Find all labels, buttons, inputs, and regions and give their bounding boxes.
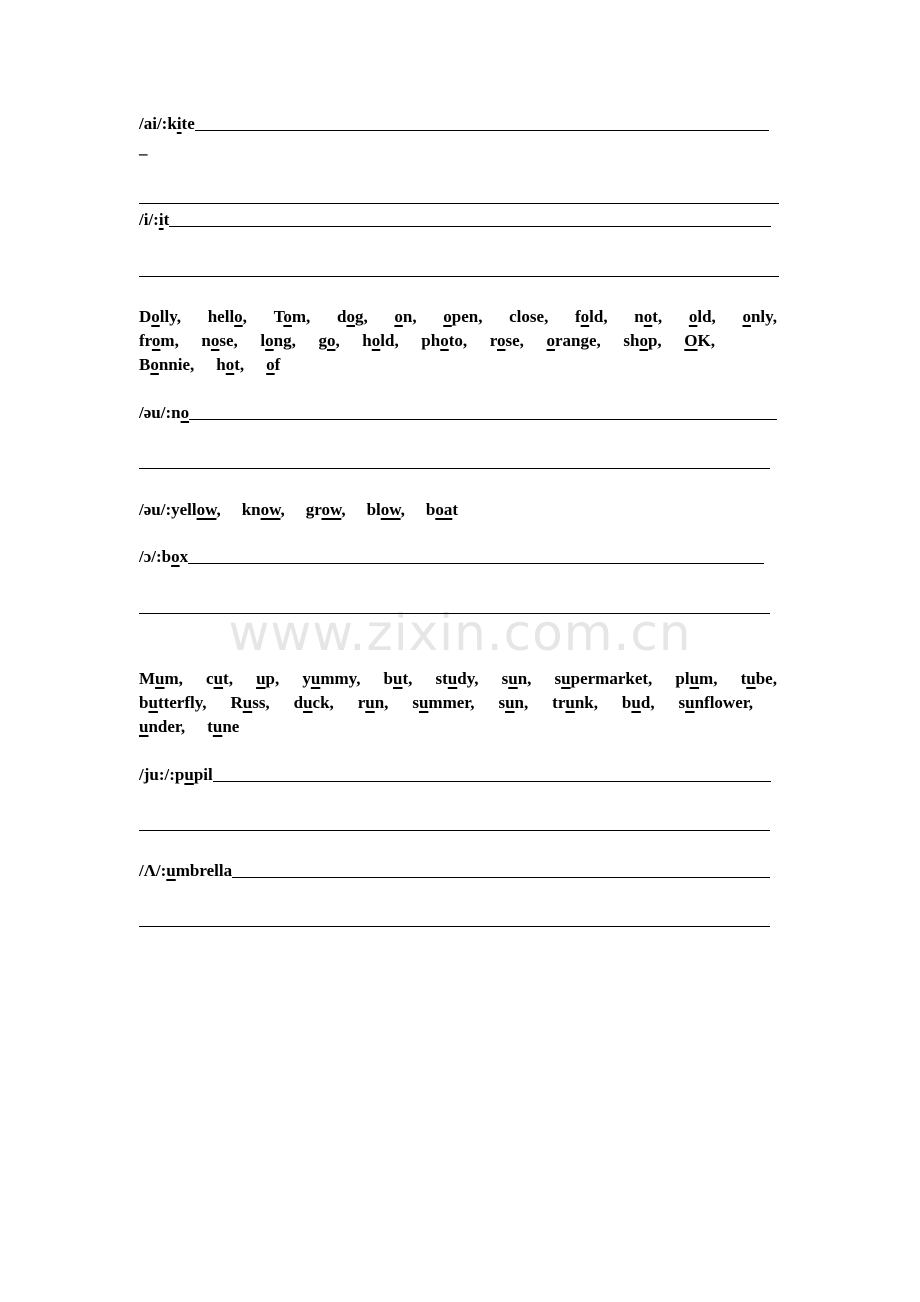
word: butterfly, [139,693,207,712]
word: yellow, [171,500,221,519]
word: blow, [366,500,405,519]
word: only, [742,307,777,326]
word: up, [256,669,280,688]
word: summer, [412,693,475,712]
word: bud, [621,693,655,712]
word: of [266,355,281,374]
answer-line[interactable] [139,926,770,927]
word: hot, [216,355,245,374]
word-list-o-line-1 [139,306,777,328]
phonetic-label: /əu/:no [139,403,190,422]
word: boat [425,500,458,519]
word: cut, [206,669,233,688]
word: plum, [675,669,718,688]
phonetic-line-ai [139,113,769,135]
word: orange, [546,331,601,350]
phonetic-label: /ɔ/:box [139,547,189,566]
word: hold, [362,331,399,350]
word: photo, [421,331,468,350]
word: duck, [293,693,334,712]
answer-line[interactable] [139,830,770,831]
word-list-u-line-2 [139,692,753,714]
phonetic-label: /Λ/:umbrella [139,861,233,880]
phonetic-label: /əu/: [139,500,172,519]
word-list-ou [171,500,458,519]
word: but, [383,669,413,688]
phonetic-line-ou [139,402,777,424]
word: hello, [207,307,247,326]
word: study, [435,669,479,688]
word: close, [509,307,549,326]
word: not, [634,307,663,326]
answer-blank[interactable] [232,876,770,878]
word: on, [394,307,417,326]
phonetic-label: /ai/:kite [139,114,195,133]
phonetic-label: /i/:it [139,210,170,229]
answer-blank[interactable] [188,562,764,564]
answer-blank[interactable] [213,780,771,782]
word: shop, [623,331,662,350]
answer-line[interactable] [139,468,770,469]
word: run, [357,693,389,712]
word: tune [207,717,240,736]
phonetic-label: /ju:/:pupil [139,765,213,784]
word: long, [260,331,296,350]
word: under, [139,717,186,736]
word: rose, [489,331,524,350]
phonetic-line-ju [139,764,771,786]
answer-blank[interactable] [169,225,771,227]
word: old, [688,307,716,326]
word: nose, [201,331,238,350]
word: Russ, [230,693,270,712]
phonetic-line-i [139,209,771,231]
word: supermarket, [554,669,653,688]
watermark: www.zixin.com.cn [228,604,692,662]
word: Bonnie, [139,355,195,374]
word: Tom, [273,307,311,326]
answer-line[interactable] [139,203,779,204]
word: trunk, [552,693,599,712]
word: sun, [498,693,529,712]
word-list-u-line-3 [139,716,777,738]
word: dog, [336,307,368,326]
word-list-o-line-2 [139,330,715,352]
word: grow, [305,500,346,519]
word: sun, [501,669,532,688]
word: tube, [740,669,777,688]
answer-blank[interactable] [195,129,769,131]
continuation-mark: _ [139,138,148,157]
word: yummy, [302,669,361,688]
word: OK, [684,331,715,350]
word: fold, [575,307,608,326]
answer-line[interactable] [139,613,770,614]
word: go, [318,331,340,350]
word: know, [241,500,285,519]
word-list-o-line-3 [139,354,777,376]
phonetic-line-o-short [139,546,764,568]
phonetic-line-uh [139,860,770,882]
word: sunflower, [678,693,753,712]
word-list-u-line-1 [139,668,777,690]
word: open, [443,307,483,326]
word: from, [139,331,179,350]
phonetic-line-ou-words [139,499,458,521]
word: Dolly, [139,307,182,326]
word: Mum, [139,669,183,688]
answer-blank[interactable] [189,418,777,420]
answer-line[interactable] [139,276,779,277]
